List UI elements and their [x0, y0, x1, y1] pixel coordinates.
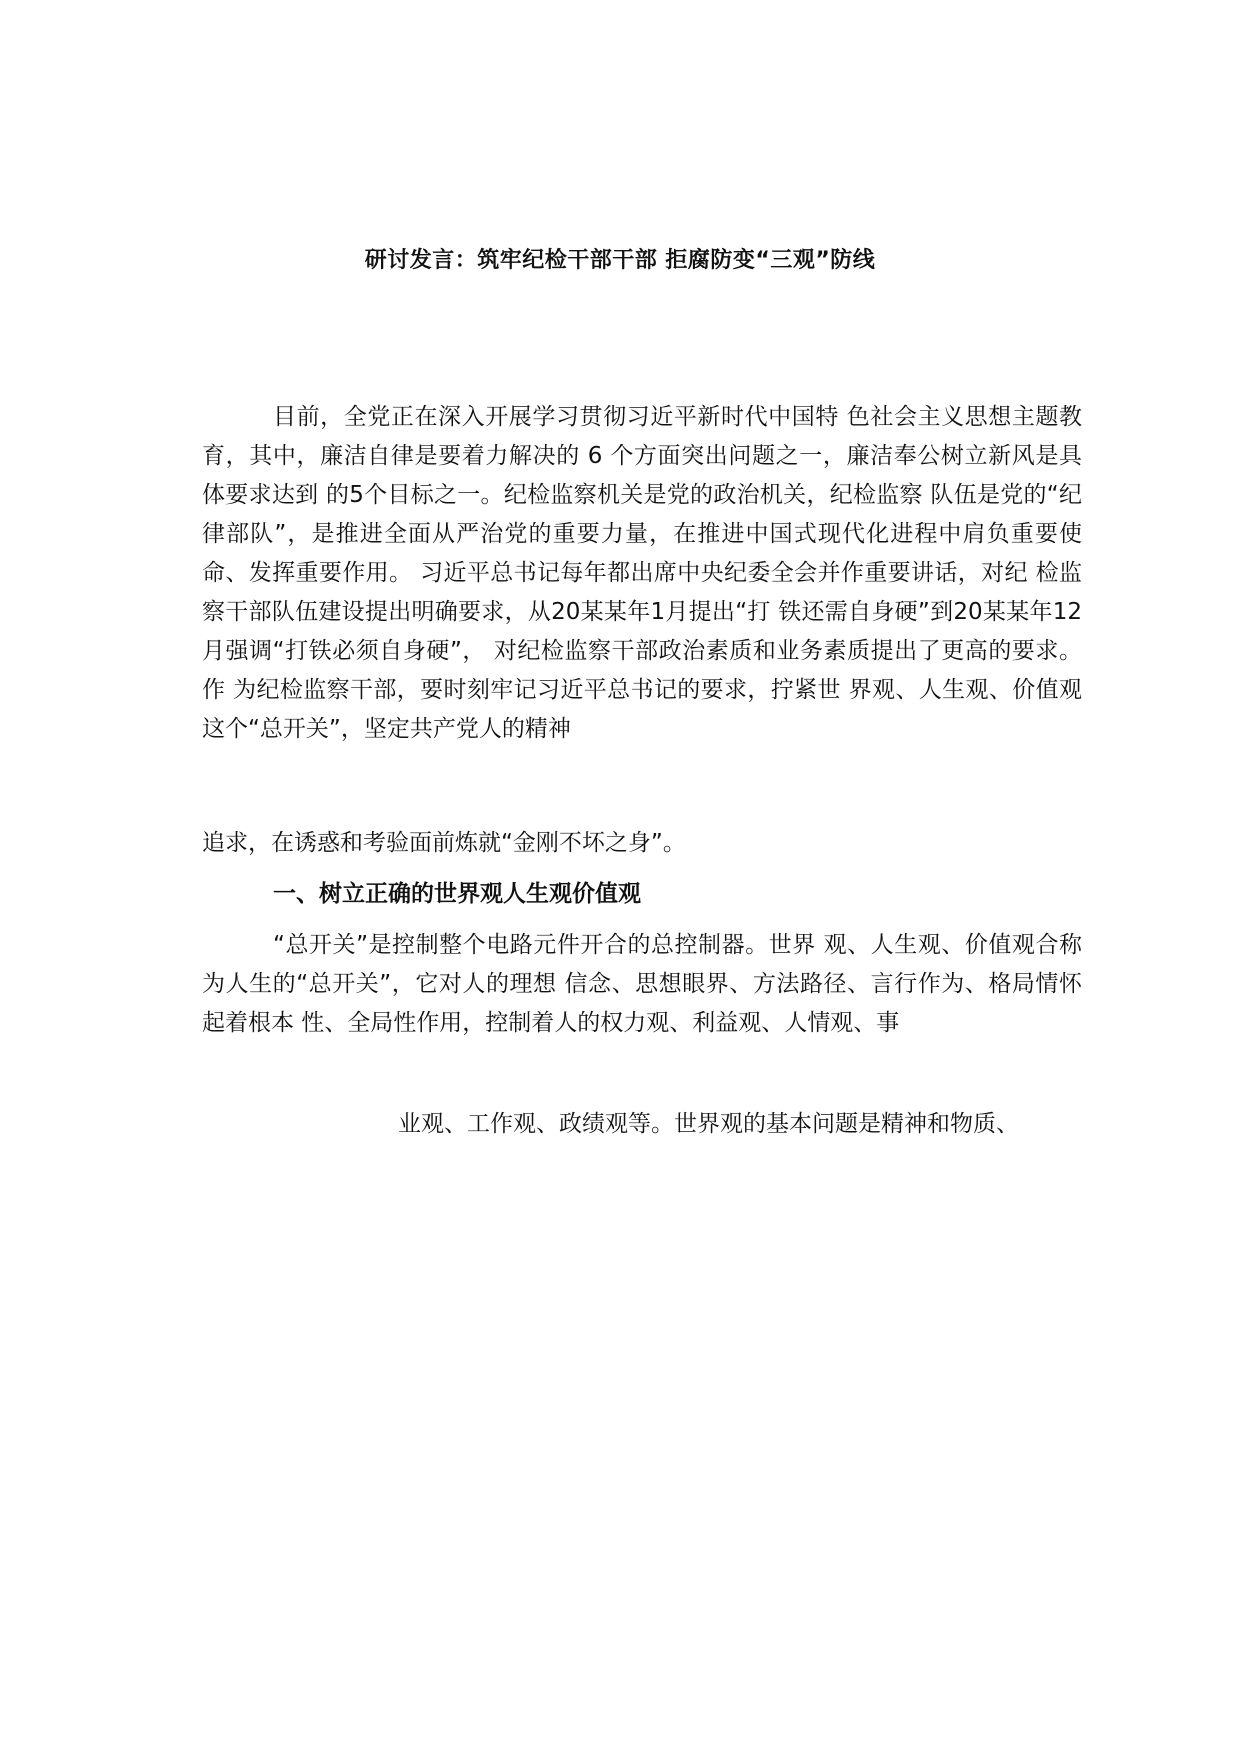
body-paragraph-1-continued: 追求，在诱惑和考验面前炼就“金刚不坏之身”。	[202, 830, 686, 856]
body-paragraph-2: “总开关”是控制整个电路元件开合的总控制器。世界 观、人生观、价值观合称为人生的“总开关”，它对人的理想 信念、思想眼界、方法路径、言行作为、格局情怀起着根本 性、全局性作用，控制着人的权力观、利益观、人情观、事	[202, 932, 1082, 1036]
body-paragraph-2-continued: 业观、工作观、政绩观等。世界观的基本问题是精神和物质、	[398, 1111, 1019, 1137]
body-paragraph-1: 目前，全党正在深入开展学习贯彻习近平新时代中国特 色社会主义思想主题教育，其中，廉洁自律是要着力解决的 6 个方面突出问题之一，廉洁奉公树立新风是具体要求达到 的5个目标之一。纪检监察机关是党的政治机关，纪检监察 队伍是党的“纪律部队”，是推进全面从严治党的重要力量，在推进中国式现代化进程中肩负重要使命、发挥重要作用。 习近平总书记每年都出席中央纪委全会并作重要讲话，对纪 检监察干部队伍建设提出明确要求，从20某某年1月提出“打 铁还需自身硬”到20某某年12月强调“打铁必须自身硬”， 对纪检监察干部政治素质和业务素质提出了更高的要求。作 为纪检监察干部，要时刻牢记习近平总书记的要求，拧紧世 界观、人生观、价值观这个“总开关”，坚定共产党人的精神	[202, 404, 1082, 742]
document-title: 研讨发言：筑牢纪检干部干部 拒腐防变“三观”防线	[364, 248, 876, 273]
section-heading-1: 一、树立正确的世界观人生观价值观	[273, 881, 641, 907]
